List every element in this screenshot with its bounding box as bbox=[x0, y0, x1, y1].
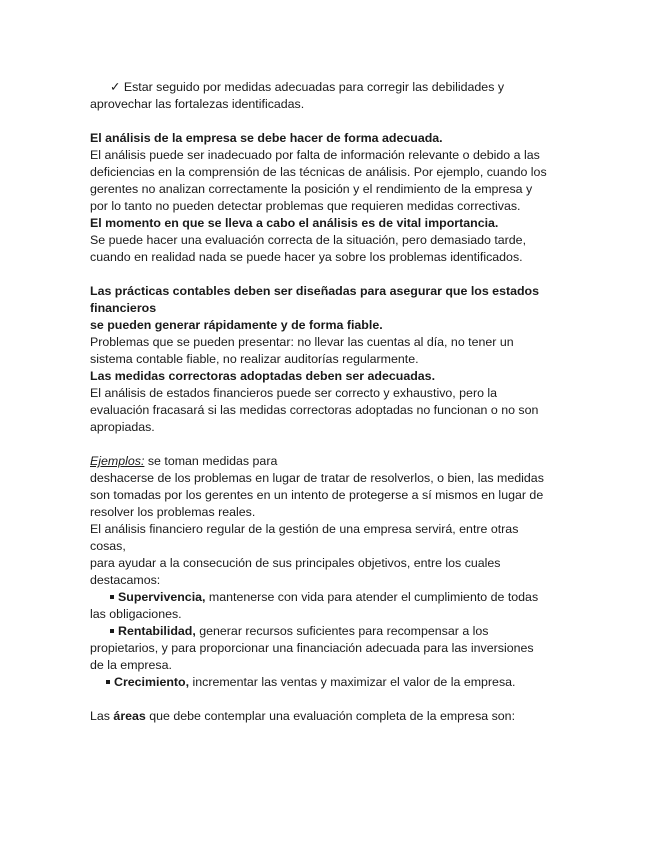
document-page bbox=[90, 79, 565, 725]
text-line: por lo tanto no pueden detectar problemas que requieren medidas correctivas. bbox=[90, 199, 521, 213]
text-line: deficiencias en la comprensión de las técnicas de análisis. Por ejemplo, cuando los bbox=[90, 165, 547, 179]
bullet-title: Supervivencia, bbox=[118, 590, 206, 604]
examples-label: Ejemplos: bbox=[90, 454, 145, 468]
bullet-title: Crecimiento, bbox=[114, 675, 190, 689]
text-line: son tomadas por los gerentes en un intento de protegerse a sí mismos en lugar de bbox=[90, 488, 544, 502]
bullet-text: generar recursos suficientes para recompensar a los bbox=[195, 624, 489, 638]
text-line: deshacerse de los problemas en lugar de tratar de resolverlos, o bien, las medidas bbox=[90, 471, 544, 485]
closing-line bbox=[90, 708, 565, 725]
text-line: Se puede hacer una evaluación correcta de la situación, pero demasiado tarde, bbox=[90, 233, 527, 247]
text-line: sistema contable fiable, no realizar auditorías regularmente. bbox=[90, 352, 419, 366]
text-line: apropiadas. bbox=[90, 420, 155, 434]
text-line: para ayudar a la consecución de sus principales objetivos, entre los cuales bbox=[90, 556, 501, 570]
text-line: El análisis financiero regular de la gestión de una empresa servirá, entre otras bbox=[90, 522, 519, 536]
text-line: gerentes no analizan correctamente la posición y el rendimiento de la empresa y bbox=[90, 182, 533, 196]
bullet-item bbox=[90, 589, 565, 606]
bullet-item bbox=[90, 674, 565, 691]
text-span: que debe contemplar una evaluación completa de la empresa son: bbox=[145, 709, 516, 723]
text-line: cuando en realidad nada se puede hacer ya sobre los problemas identificados. bbox=[90, 250, 523, 264]
text-line: evaluación fracasará si las medidas correctoras adoptadas no funcionan o no son bbox=[90, 403, 539, 417]
square-bullet-icon bbox=[110, 629, 114, 633]
text-line: aprovechar las fortalezas identificadas. bbox=[90, 97, 305, 111]
square-bullet-icon bbox=[106, 680, 110, 684]
bullet-text: incrementar las ventas y maximizar el valor de la empresa. bbox=[189, 675, 516, 689]
section-heading: Las prácticas contables deben ser diseñadas para asegurar que los estados bbox=[90, 284, 540, 298]
text-line: El análisis de estados financieros puede ser correcto y exhaustivo, pero la bbox=[90, 386, 498, 400]
text-line: las obligaciones. bbox=[90, 607, 182, 621]
text-line: Problemas que se pueden presentar: no llevar las cuentas al día, no tener un bbox=[90, 335, 514, 349]
text-span: Las bbox=[90, 709, 114, 723]
examples-line bbox=[90, 453, 565, 470]
section-heading: financieros bbox=[90, 301, 157, 315]
text-span: se toman medidas para bbox=[144, 454, 278, 468]
bold-term: áreas bbox=[113, 709, 146, 723]
text-line: cosas, bbox=[90, 539, 126, 553]
text-line: destacamos: bbox=[90, 573, 161, 587]
bullet-item bbox=[90, 623, 565, 640]
section-heading: Las medidas correctoras adoptadas deben ser adecuadas. bbox=[90, 369, 436, 383]
text-line: de la empresa. bbox=[90, 658, 172, 672]
section-heading: se pueden generar rápidamente y de forma fiable. bbox=[90, 318, 383, 332]
section-heading: El análisis de la empresa se debe hacer de forma adecuada. bbox=[90, 131, 443, 145]
bullet-title: Rentabilidad, bbox=[118, 624, 196, 638]
square-bullet-icon bbox=[110, 595, 114, 599]
text-line: El análisis puede ser inadecuado por falta de información relevante o debido a las bbox=[90, 148, 540, 162]
section-heading: El momento en que se lleva a cabo el análisis es de vital importancia. bbox=[90, 216, 499, 230]
bullet-text: mantenerse con vida para atender el cumplimiento de todas bbox=[205, 590, 539, 604]
checklist-line: ✓ Estar seguido por medidas adecuadas para corregir las debilidades y bbox=[110, 80, 505, 94]
text-line: propietarios, y para proporcionar una financiación adecuada para las inversiones bbox=[90, 641, 534, 655]
text-line: resolver los problemas reales. bbox=[90, 505, 256, 519]
